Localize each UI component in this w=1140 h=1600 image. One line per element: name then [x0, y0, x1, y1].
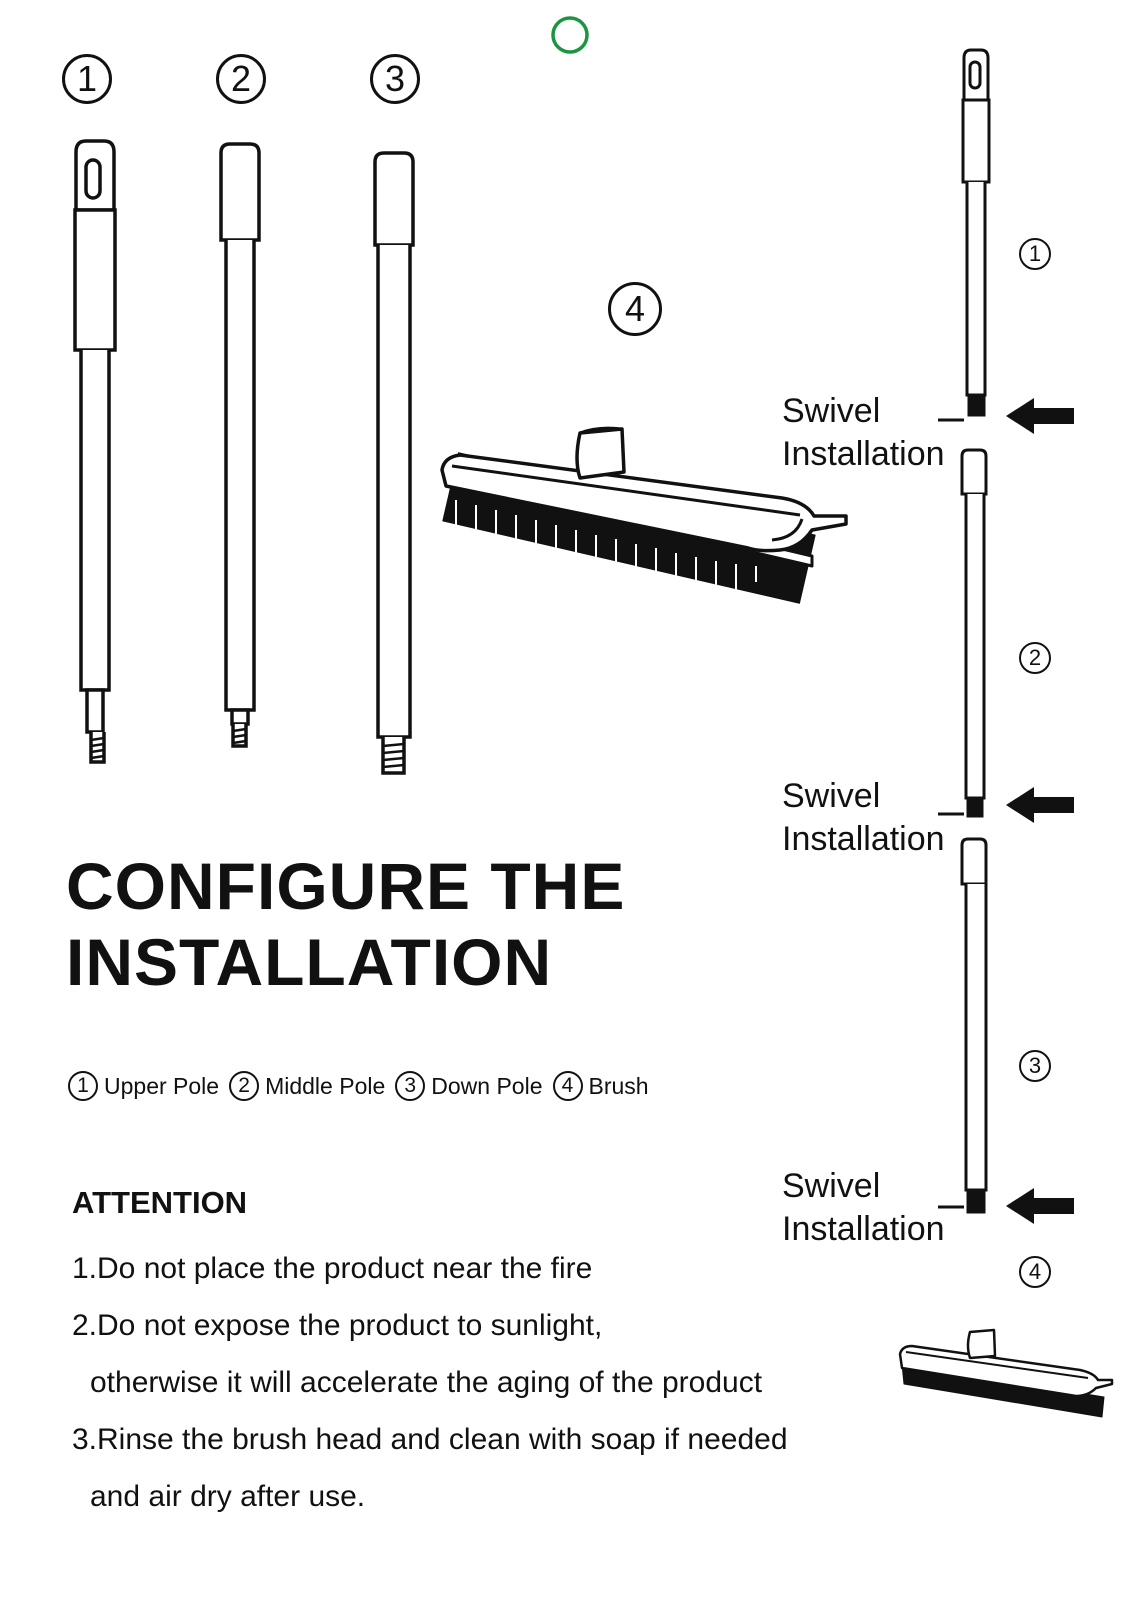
- arrow-left-icon: [1006, 787, 1074, 823]
- swivel-label-1: [782, 390, 945, 476]
- arrow-left-icon: [1006, 1188, 1074, 1224]
- title-line-2: INSTALLATION: [66, 925, 553, 999]
- note-line: 1.Do not place the product near the fire: [72, 1252, 593, 1285]
- note-line-continued: and air dry after use.: [90, 1480, 366, 1513]
- parts-legend: [68, 1069, 659, 1103]
- list-item: [72, 1411, 788, 1525]
- note-line: 2.Do not expose the product to sunlight,: [72, 1309, 603, 1342]
- attention-heading: ATTENTION: [72, 1185, 248, 1220]
- part-marker-1: 1: [62, 54, 112, 104]
- swivel-label-line2: Installation: [782, 1210, 945, 1248]
- legend-item: [553, 1071, 649, 1101]
- attention-list: [72, 1240, 788, 1525]
- legend-label: Down Pole: [431, 1072, 543, 1099]
- legend-label: Brush: [588, 1072, 649, 1099]
- green-circle-icon: [553, 18, 587, 52]
- down-pole-drawing: [375, 153, 413, 773]
- part-marker-2: 2: [216, 54, 266, 104]
- swivel-label-3: [782, 1165, 945, 1251]
- swivel-label-line2: Installation: [782, 820, 945, 858]
- swivel-label-2: [782, 775, 945, 861]
- note-line-continued: otherwise it will accelerate the aging of the product: [90, 1366, 763, 1399]
- arrow-left-icon: [1006, 398, 1074, 434]
- upper-pole-drawing: [75, 141, 115, 762]
- swivel-label-line1: Swivel: [782, 1167, 881, 1205]
- swivel-label-line1: Swivel: [782, 777, 881, 815]
- swivel-label-line2: Installation: [782, 435, 945, 473]
- legend-marker: 2: [229, 1071, 259, 1101]
- legend-item: [68, 1071, 219, 1101]
- stack-marker-4: 4: [1019, 1256, 1051, 1288]
- legend-marker: 3: [395, 1071, 425, 1101]
- part-marker-4: 4: [608, 282, 662, 336]
- part-marker-3: 3: [370, 54, 420, 104]
- stack-marker-2: 2: [1019, 642, 1051, 674]
- assembled-pole-drawing: [962, 50, 989, 1212]
- legend-item: [229, 1071, 385, 1101]
- list-item: [72, 1240, 788, 1297]
- legend-label: Upper Pole: [104, 1072, 220, 1099]
- page-title: [66, 848, 625, 1000]
- stack-marker-3: 3: [1019, 1050, 1051, 1082]
- stack-marker-1: 1: [1019, 238, 1051, 270]
- note-line: 3.Rinse the brush head and clean with soap if needed: [72, 1423, 788, 1456]
- legend-label: Middle Pole: [265, 1072, 386, 1099]
- swivel-label-line1: Swivel: [782, 392, 881, 430]
- legend-marker: 1: [68, 1071, 98, 1101]
- swivel-markers: [938, 398, 1074, 1224]
- legend-item: [395, 1071, 542, 1101]
- middle-pole-drawing: [221, 144, 259, 746]
- small-brush-drawing: [900, 1330, 1112, 1417]
- legend-marker: 4: [553, 1071, 583, 1101]
- list-item: [72, 1297, 788, 1411]
- title-line-1: CONFIGURE THE: [66, 849, 626, 923]
